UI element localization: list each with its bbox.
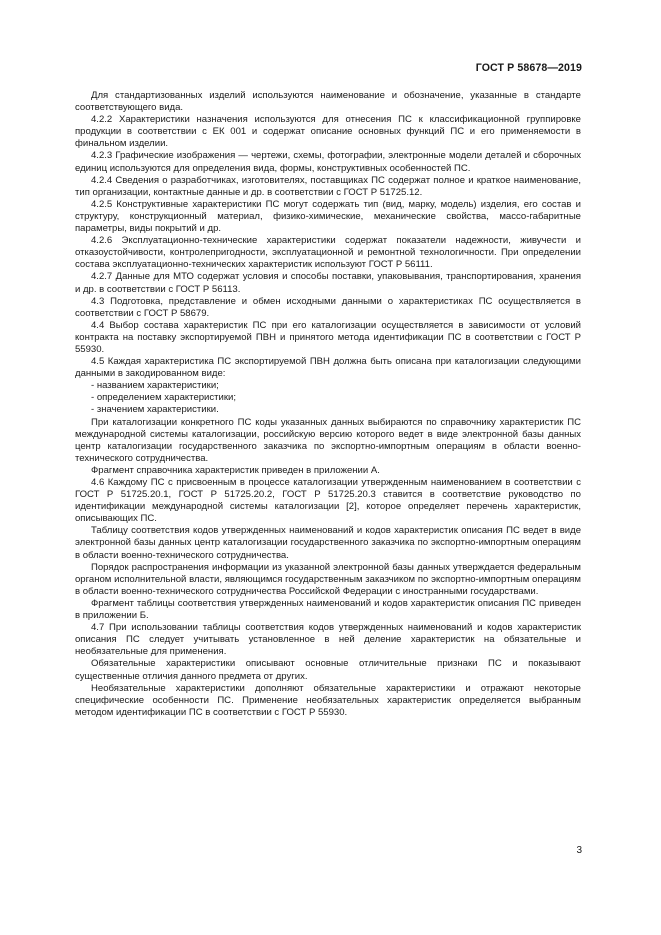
paragraph: Обязательные характеристики описывают основные отличительные признаки ПС и показывают существенные отличия данного предмета от других. (75, 658, 581, 682)
paragraph: 4.2.2 Характеристики назначения используются для отнесения ПС к классификационной группировке продукции в соответствии с ЕК 001 и содержат описание основных функций ПС и его применяемости в финальном изделии. (75, 114, 581, 150)
page-number: 3 (576, 845, 582, 856)
paragraph: 4.2.5 Конструктивные характеристики ПС могут содержать тип (вид, марку, модель) изделия, его состав и структуру, конструкционный материал, физико-химические, механические свойства, массо-габаритные параметры, виды покрытий и др. (75, 198, 581, 235)
paragraph: - названием характеристики; (91, 380, 219, 392)
paragraph: Таблицу соответствия кодов утвержденных наименований и кодов характеристик описания ПС ведет в виде электронной базы данных центр каталогизации государственного заказчика по экспортно-импортным операциям в области военно-технического сотрудничества. (75, 525, 581, 561)
paragraph: 4.2.6 Эксплуатационно-технические характеристики содержат показатели надежности, живучести и отказоустойчивости, контролепригодности, эксплуатационной и ремонтной технологичности. При определении состава эксплуатационно-технических характеристик используют ГОСТ Р 56111. (75, 235, 581, 271)
paragraph: Фрагмент таблицы соответствия утвержденных наименований и кодов характеристик описания ПС приведен в приложении Б. (75, 597, 581, 622)
paragraph: При каталогизации конкретного ПС коды указанных данных выбираются по справочнику характеристик ПС международной системы каталогизации, российскую версию которого ведет в виде электронной базы данных центр каталогизации государственного заказчика по экспортно-импортным операциям в области военно-технического сотрудничества. (75, 416, 581, 464)
paragraph: Для стандартизованных изделий используются наименование и обозначение, указанные в стандарте соответствующего вида. (75, 90, 581, 114)
paragraph: 4.4 Выбор состава характеристик ПС при его каталогизации осуществляется в зависимости от условий контракта на поставку экспортируемой ПВН и принятого метода идентификации ПС в соответствии с ГОСТ Р 55930. (75, 319, 581, 355)
paragraph: Фрагмент справочника характеристик приведен в приложении А. (91, 464, 380, 476)
paragraph: Необязательные характеристики дополняют обязательные характеристики и отражают некоторые специфические особенности ПС. Применение необязательных характеристик определяется выбранным методом идентификации ПС в соответствии с ГОСТ Р 55930. (75, 682, 581, 718)
paragraph: 4.3 Подготовка, представление и обмен исходными данными о характеристиках ПС осуществляется в соответствии с ГОСТ Р 58679. (75, 295, 581, 319)
paragraph: Порядок распространения информации из указанной электронной базы данных утверждается федеральным органом исполнительной власти, являющимся государственным заказчиком по экспортно-импортным операциям в области военно-технического сотрудничества Российской Федерации с иностранными государствами. (75, 561, 581, 597)
paragraph: - определением характеристики; (91, 392, 237, 404)
paragraph: 4.7 При использовании таблицы соответствия кодов утвержденных наименований и кодов характеристик описания ПС следует учитывать установленное в ней деление характеристик на обязательные и необязательные для применения. (75, 622, 581, 658)
paragraph: 4.6 Каждому ПС с присвоенным в процессе каталогизации утвержденным наименованием в соответствии с ГОСТ Р 51725.20.1, ГОСТ Р 51725.20.2, ГОСТ Р 51725.20.3 ставится в соответствие руководство по идентификации международной системы каталогизации [2], которое определяет перечень характеристик, описывающих ПС. (75, 477, 581, 525)
paragraph: 4.2.4 Сведения о разработчиках, изготовителях, поставщиках ПС содержат полное и краткое наименование, тип организации, контактные данные и др. в соответствии с ГОСТ Р 51725.12. (75, 174, 581, 198)
document-body (75, 90, 581, 719)
paragraph: - значением характеристики. (91, 404, 219, 416)
paragraph: 4.5 Каждая характеристика ПС экспортируемой ПВН должна быть описана при каталогизации следующими данными в закодированном виде: (75, 356, 581, 380)
paragraph: 4.2.7 Данные для МТО содержат условия и способы поставки, упаковывания, транспортирования, хранения и др. в соответствии с ГОСТ Р 56113. (75, 271, 581, 295)
paragraph: 4.2.3 Графические изображения — чертежи, схемы, фотографии, электронные модели деталей и сборочных единиц используются для определения вида, формы, конструктивных особенностей ПС. (75, 150, 581, 174)
document-header-standard: ГОСТ Р 58678—2019 (475, 62, 582, 74)
